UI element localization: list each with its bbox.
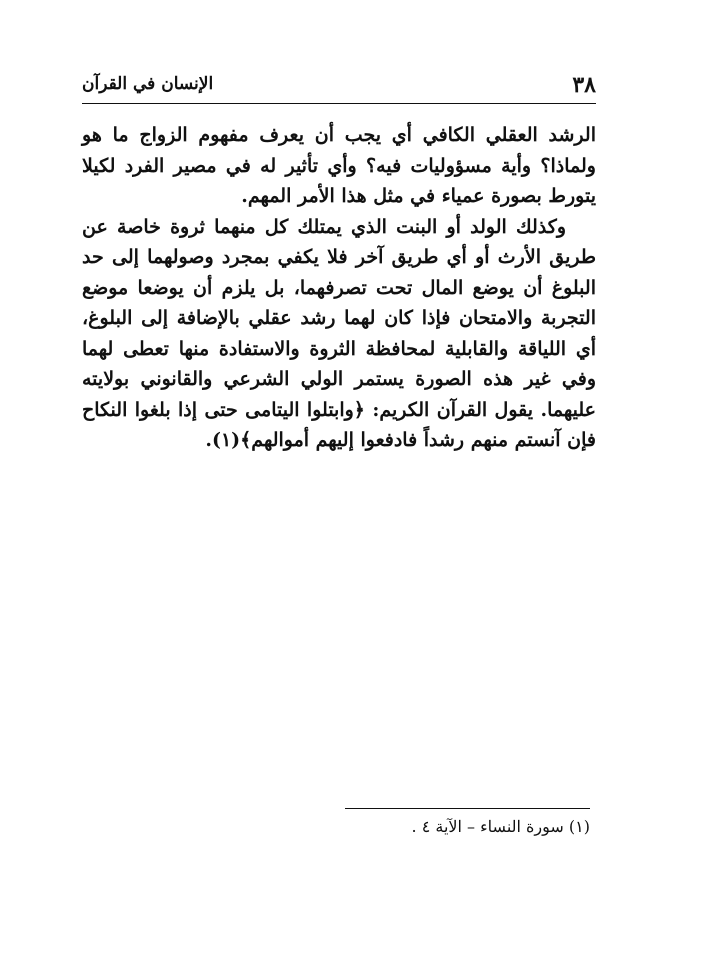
page-header: [82, 70, 596, 100]
main-text: [82, 120, 596, 456]
footnote-divider: [345, 808, 590, 809]
header-divider: [82, 103, 596, 104]
paragraph-2: وكذلك الولد أو البنت الذي يمتلك كل منهما ثروة خاصة عن طريق الأرث أو أي طريق آخر فلا يكفي بمجرد وصولهما إلى حد البلوغ أن يوضع المال تحت تصرفهما، بل يلزم أن يوضعا موضع التجربة والامتحان فإذا كان لهما رشد عقلي بالإضافة إلى البلوغ، أي اللياقة والقابلية لمحافظة الثروة والاستفادة منها تعطى لهما وفي غير هذه الصورة يستمر الولي الشرعي والقانوني بولايته عليهما. يقول القرآن الكريم: ﴿وابتلوا اليتامى حتى إذا بلغوا النكاح فإن آنستم منهم رشداً فادفعوا إليهم أموالهم﴾(١).: [82, 215, 596, 451]
page-number: ٣٨: [572, 72, 596, 98]
footnote: (١) سورة النساء – الآية ٤ .: [411, 817, 590, 836]
running-title: الإنسان في القرآن: [82, 74, 214, 94]
paragraph-1: الرشد العقلي الكافي أي يجب أن يعرف مفهوم الزواج ما هو ولماذا؟ وأية مسؤوليات فيه؟ وأي تأثير له في مصير الفرد لكيلا يتورط بصورة عمياء في مثل هذا الأمر المهم.: [82, 124, 596, 207]
